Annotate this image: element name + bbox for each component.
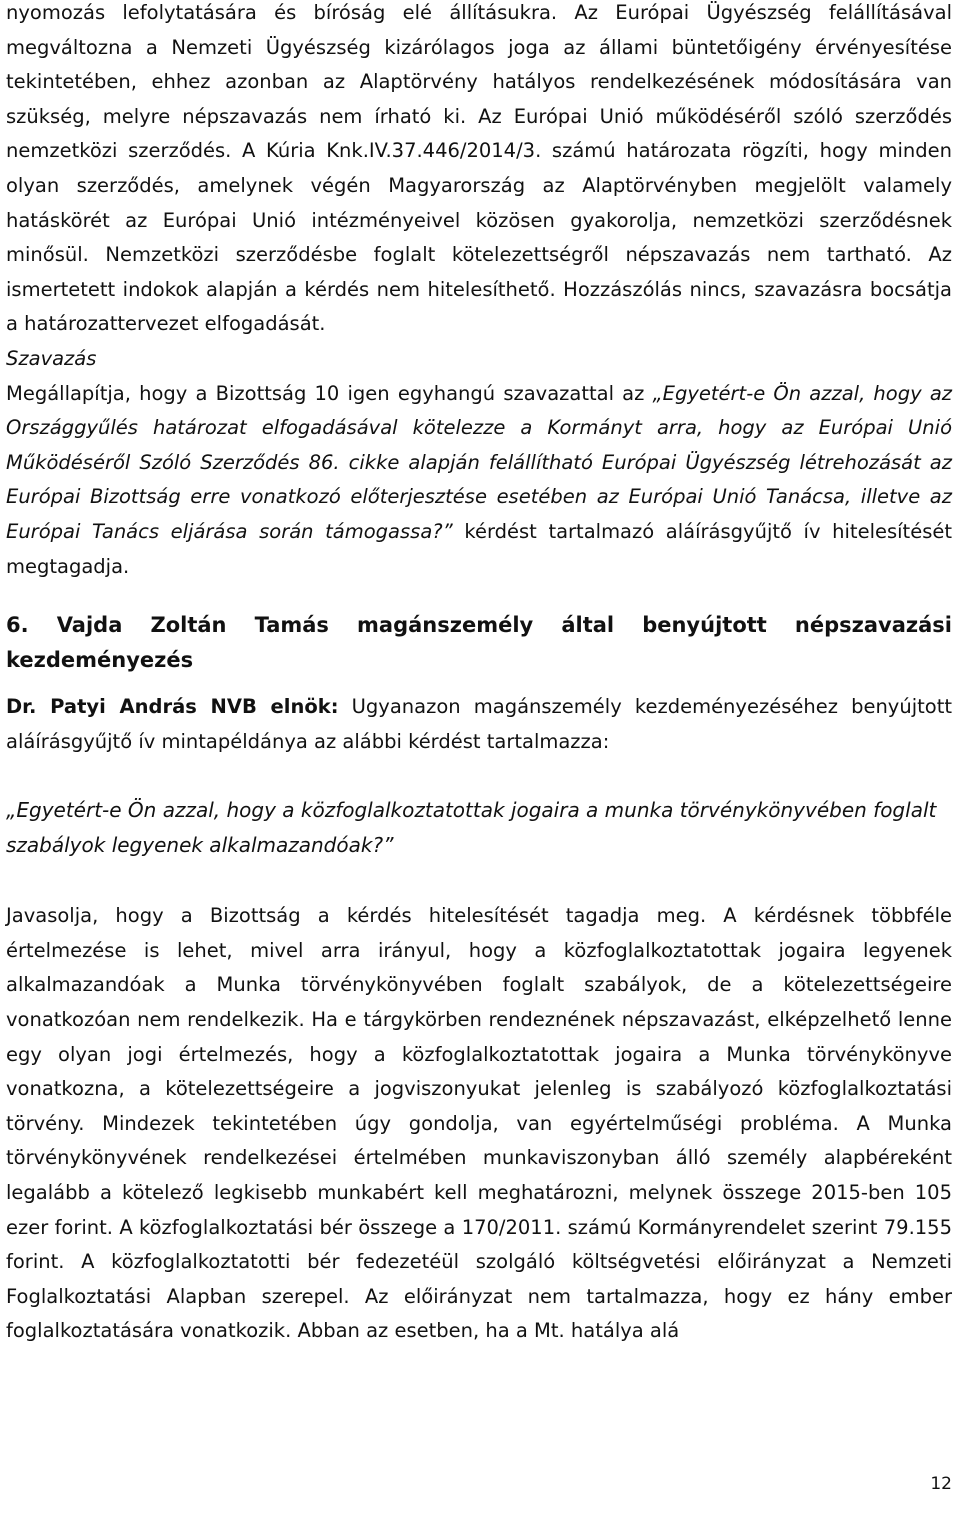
speaker-name: Dr. Patyi András NVB elnök:	[6, 695, 339, 719]
document-page	[6, 0, 952, 1349]
paragraph-eu-prosecutor: nyomozás lefolytatására és bíróság elé állításukra. Az Európai Ügyészség felállításával megváltozna a Nemzeti Ügyészség kizárólagos joga az állami büntetőigény érvényesítése tekintetében, ehhez azonban az Alaptörvény hatályos rendelkezésének módosítására van szükség, melyre népszavazás nem írható ki. Az Európai Unió működéséről szóló szerződés nemzetközi szerződés. A Kúria Knk.IV.37.446/2014/3. számú határozata rögzíti, hogy minden olyan szerződés, amelynek végén Magyarország az Alaptörvényben megjelölt valamely hatáskörét az Európai Unió intézményeivel közösen gyakorolja, nemzetközi szerződésnek minősül. Nemzetközi szerződésbe foglalt kötelezettségről népszavazás nem tartható. Az ismertetett indokok alapján a kérdés nem hitelesíthető. Hozzászólás nincs, szavazásra bocsátja a határozattervezet elfogadását.	[6, 1, 952, 336]
vote-quoted-question: „Egyetért-e Ön azzal, hogy az Országgyűlés határozat elfogadásával kötelezze a Kormányt arra, hogy az Európai Unió Működéséről Szóló Szerződés 86. cikke alapján felállítható Európai Ügyészség létrehozását az Európai Bizottság erre vonatkozó előterjesztése esetében az Európai Unió Tanácsa, illetve az Európai Tanács eljárása során támogassa?”	[6, 381, 952, 543]
paragraph-recommendation: Javasolja, hogy a Bizottság a kérdés hitelesítését tagadja meg. A kérdésnek többféle értelmezése is lehet, mivel arra irányul, hogy a közfoglalkoztatottak jogaira legyenek alkalmazandóak a Munka törvénykönyvében foglalt szabályok, de a kötelezettségeire vonatkozóan nem rendelkezik. Ha e tárgykörben rendeznének népszavazást, elképzelhető lenne egy olyan jogi értelmezés, hogy a közfoglalkoztatottak jogaira a Munka törvénykönyve vonatkozna, a kötelezettségeire a jogviszonyukat jelenleg is szabályozó közfoglalkoztatási törvény. Mindezek tekintetében úgy gondolja, van egyértelműségi probléma. A Munka törvénykönyvének rendelkezései értelmében munkaviszonyban álló személy alapbéreként legalább a kötelező legkisebb munkabért kell meghatározni, melynek összege 2015-ben 105 ezer forint. A közfoglalkoztatási bér összege a 170/2011. számú Kormányrendelet szerint 79.155 forint. A közfoglalkoztatotti bér fedezetéül szolgáló költségvetési előirányzat a Nemzeti Foglalkoztatási Alapban szerepel. Az előirányzat nem tartalmazza, hogy ez hány ember foglalkoztatására vonatkozik. Abban az esetben, ha a Mt. hatálya alá	[6, 904, 952, 1343]
vote-paragraph	[6, 377, 952, 585]
vote-heading: Szavazás	[6, 346, 97, 370]
vote-text-after: kérdést tartalmazó aláírásgyűjtő ív hitelesítését megtagadja.	[6, 519, 953, 578]
spacer	[6, 678, 952, 690]
spacer	[6, 759, 952, 793]
section-heading: 6. Vajda Zoltán Tamás magánszemély által benyújtott népszavazási kezdeményezés	[6, 613, 952, 673]
speaker-paragraph	[6, 690, 952, 759]
page-number: 12	[930, 1474, 952, 1494]
speaker-text: Ugyanazon magánszemély kezdeményezéséhez benyújtott aláírásgyűjtő ív mintapéldánya az alábbi kérdést tartalmazza:	[6, 695, 952, 753]
question-quote: „Egyetért-e Ön azzal, hogy a közfoglalkoztatottak jogaira a munka törvénykönyvében foglalt szabályok legyenek alkalmazandóak?”	[6, 798, 937, 858]
spacer	[6, 863, 952, 899]
vote-text-before: Megállapítja, hogy a Bizottság 10 igen egyhangú szavazattal az	[6, 381, 653, 405]
